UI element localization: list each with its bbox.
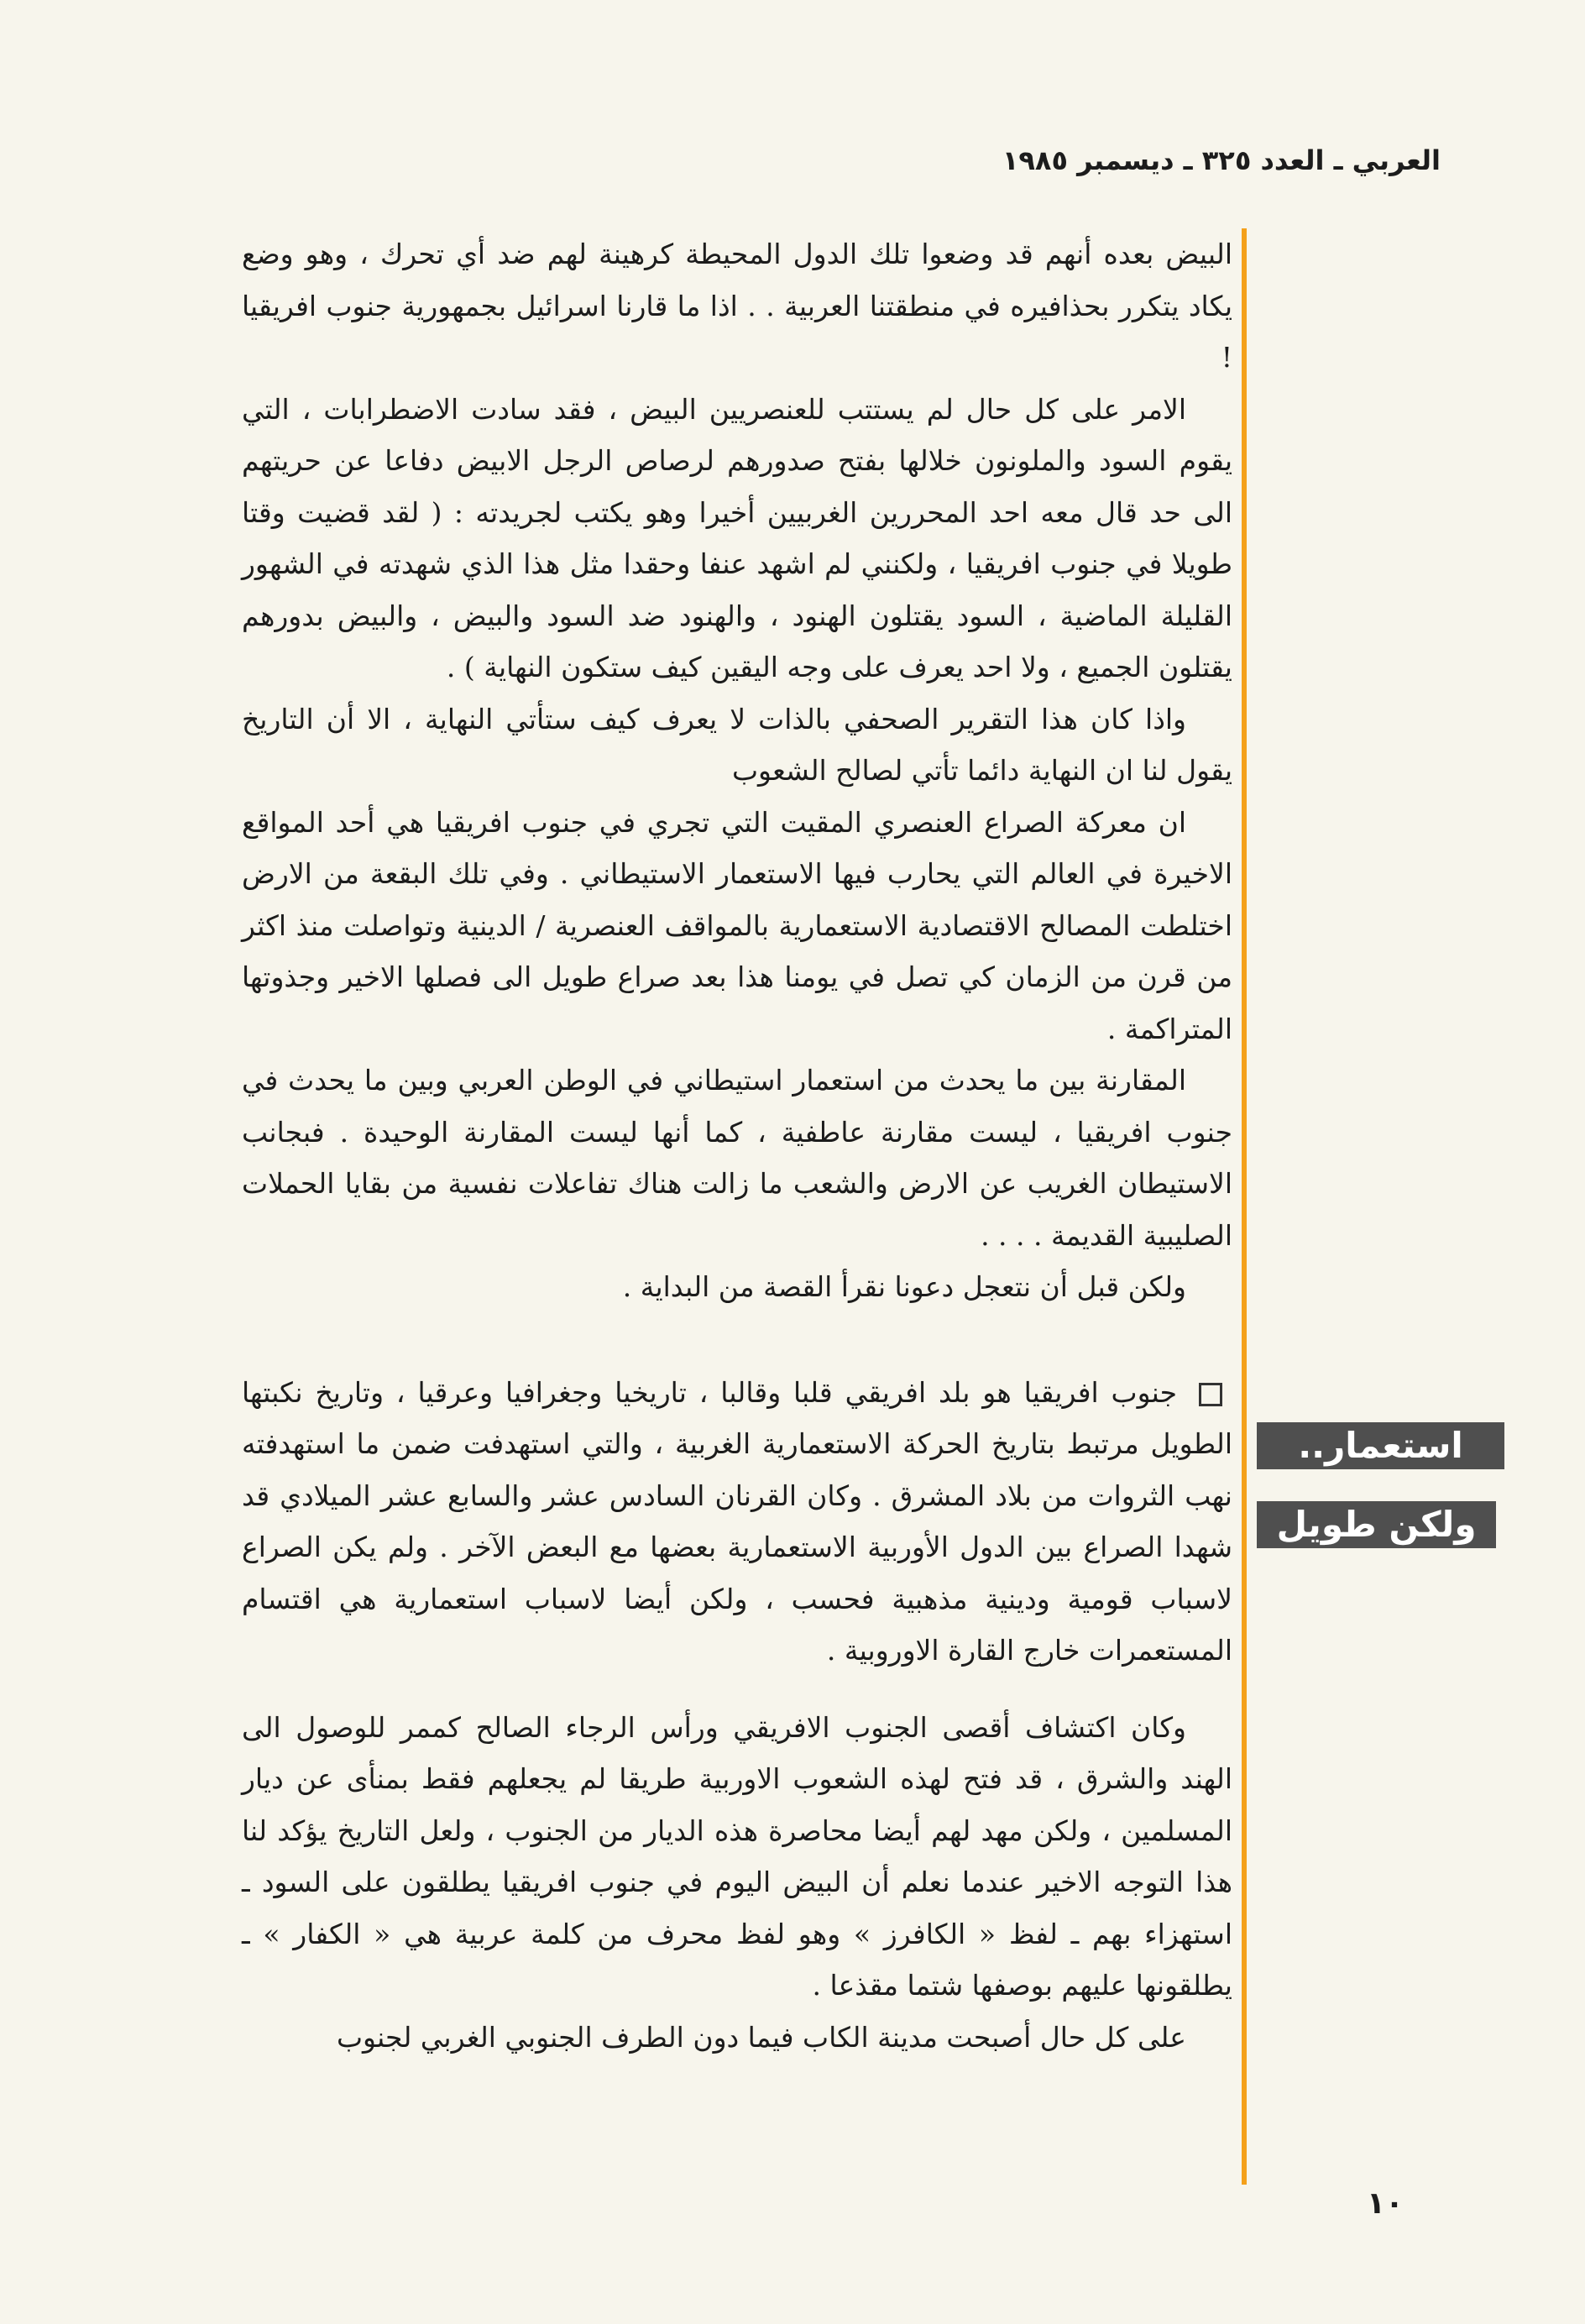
sidebar-heading: [1257, 1422, 1504, 1548]
section-paragraph: [242, 1367, 1232, 1677]
section-spacer: [242, 1677, 1232, 1702]
section-spacer: [242, 1313, 1232, 1367]
running-header: العربي ـ العدد ٣٢٥ ـ ديسمبر ١٩٨٥: [1002, 144, 1441, 176]
page-number: ١٠: [1367, 2186, 1404, 2221]
section-paragraph-text: جنوب افريقيا هو بلد افريقي قلبا وقالبا ، تاريخيا وجغرافيا وعرقيا ، وتاريخ نكبتها الطويل مرتبط بتاريخ الحركة الاستعمارية الغربية ، والتي استهدفت ضمن ما استهدفته نهب الثروات من بلاد المشرق . وكان القرنان السادس عشر والسابع عشر الميلادي قد شهدا الصراع بين الدول الأوربية الاستعمارية بعضها مع البعض الآخر . ولم يكن الصراع لاسباب قومية ودينية مذهبية فحسب ، ولكن أيضا لاسباب استعمارية هي اقتسام المستعمرات خارج القارة الاوروبية .: [242, 1375, 1232, 1667]
paragraph: ان معركة الصراع العنصري المقيت التي تجري في جنوب افريقيا هي أحد المواقع الاخيرة في العالم التي يحارب فيها الاستعمار الاستيطاني . وفي تلك البقعة من الارض اختلطت المصالح الاقتصادية الاستعمارية بالمواقف العنصرية / الدينية وتواصلت منذ اكثر من قرن من الزمان كي تصل في يومنا هذا بعد صراع طويل الى فصلها الاخير وجذوتها المتراكمة .: [242, 805, 1232, 1045]
paragraph: على كل حال أصبحت مدينة الكاب فيما دون الطرف الجنوبي الغربي لجنوب: [336, 2020, 1186, 2054]
article-body: [242, 228, 1232, 2063]
paragraph: المقارنة بين ما يحدث من استعمار استيطاني في الوطن العربي وبين ما يحدث في جنوب افريقيا ، ليست مقارنة عاطفية ، كما أنها ليست المقارنة الوحيدة . فبجانب الاستيطان الغريب عن الارض والشعب ما زالت هناك تفاعلات نفسية من بقايا الحملات الصليبية القديمة . . . .: [242, 1064, 1232, 1252]
paragraph: الامر على كل حال لم يستتب للعنصريين البيض ، فقد سادت الاضطرابات ، التي يقوم السود والملونون خلالها بفتح صدورهم لرصاص الرجل الابيض دفاعا عن حريتهم الى حد قال معه احد المحررين الغربيين أخيرا وهو يكتب لجريدته : ( لقد قضيت وقتا طويلا في جنوب افريقيا ، ولكنني لم اشهد عنفا وحقدا مثل هذا الذي شهدته في الشهور القليلة الماضية ، السود يقتلون الهنود ، والهنود ضد السود والبيض ، والبيض بدورهم يقتلون الجميع ، ولا احد يعرف على وجه اليقين كيف ستكون النهاية ) .: [242, 392, 1232, 683]
paragraph: واذا كان هذا التقرير الصحفي بالذات لا يعرف كيف ستأتي النهاية ، الا أن التاريخ يقول لنا ان النهاية دائما تأتي لصالح الشعوب: [242, 702, 1232, 787]
sidebar-heading-line1: استعمار..: [1257, 1422, 1504, 1469]
square-bullet-icon: [1199, 1383, 1222, 1406]
paragraph: ولكن قبل أن نتعجل دعونا نقرأ القصة من البداية .: [622, 1270, 1186, 1303]
paragraph: البيض بعده أنهم قد وضعوا تلك الدول المحيطة كرهينة لهم ضد أي تحرك ، وهو وضع يكاد يتكرر بحذافيره في منطقتنا العربية . . اذا ما قارنا اسرائيل بجمهورية جنوب افريقيا !: [242, 238, 1232, 374]
sidebar-heading-line2: ولكن طويل: [1257, 1501, 1496, 1548]
paragraph: وكان اكتشاف أقصى الجنوب الافريقي ورأس الرجاء الصالح كممر للوصول الى الهند والشرق ، قد فتح لهذه الشعوب الاوربية طريقا لم يجعلهم فقط بمنأى عن ديار المسلمين ، ولكن مهد لهم أيضا محاصرة هذه الديار من الجنوب ، ولعل التاريخ يؤكد لنا هذا التوجه الاخير عندما نعلم أن البيض اليوم في جنوب افريقيا يطلقون على السود ـ استهزاء بهم ـ لفظ « الكافرز » وهو لفظ محرف من كلمة عربية هي « الكفار » ـ يطلقونها عليهم بوصفها شتما مقذعا .: [242, 1710, 1232, 2002]
orange-column-rule: [1242, 228, 1247, 2185]
